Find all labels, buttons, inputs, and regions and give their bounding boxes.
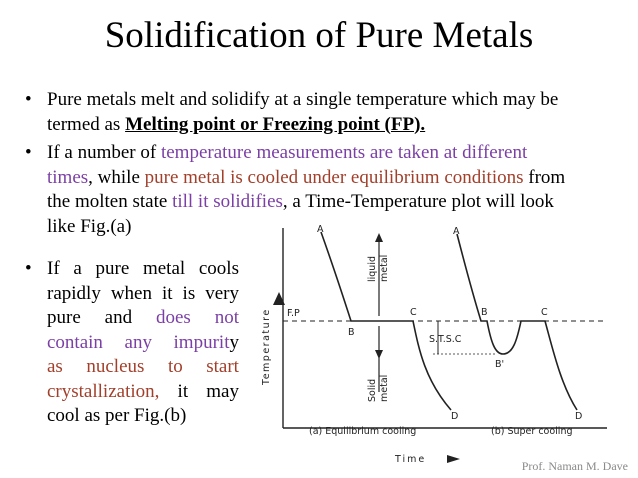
bullet-text-line <box>47 257 239 282</box>
bullet-text: the molten state <box>47 191 173 212</box>
highlight-text: temperature measurements are taken at different <box>160 142 528 163</box>
bullet-text: termed as <box>47 113 126 135</box>
point-a-label: A <box>317 224 324 235</box>
x-axis-arrow-icon <box>447 455 460 463</box>
bullet-text-line <box>47 113 622 138</box>
bullet-text-line <box>47 306 239 331</box>
fp-label: F.P <box>287 308 300 319</box>
word: it <box>161 282 173 304</box>
highlight-word: start <box>206 356 239 377</box>
slide-title: Solidification of Pure Metals <box>104 15 534 56</box>
super-cooling-curve <box>457 234 577 410</box>
stsc-label: S.T.S.C <box>429 334 462 345</box>
highlight-word: any <box>124 331 152 353</box>
solid-metal-label: metal <box>379 374 390 402</box>
point-d-label: D <box>451 411 459 422</box>
bullet-dot: • <box>25 258 32 279</box>
bullet-text: If a number of <box>47 142 161 163</box>
highlight-word: crystallization, <box>47 380 160 402</box>
word: and <box>104 307 133 328</box>
highlight-text: times <box>47 166 89 188</box>
bullet-text: from <box>523 166 566 188</box>
metal-label: metal <box>379 254 390 282</box>
highlight-word: does <box>155 307 191 328</box>
point-b-label: B <box>481 307 488 318</box>
bullet-text-line: Pure metals melt and solidify at a single temperature which may be <box>47 89 559 110</box>
highlight-word: to <box>167 356 183 377</box>
word: If <box>47 258 60 279</box>
bullet-super-cooling <box>25 257 239 429</box>
word: pure <box>95 258 130 279</box>
cooling-curves-figure <box>255 220 625 468</box>
bullet-text-line <box>47 380 239 405</box>
bullet-text-line <box>47 190 622 215</box>
point-b-prime-label: B' <box>495 359 505 370</box>
up-arrow-icon <box>375 233 383 242</box>
word: rapidly <box>47 282 101 304</box>
caption-equilibrium: (a) Equilibrium cooling <box>309 426 417 437</box>
word: y <box>229 331 239 353</box>
y-axis-label: Temperature <box>261 308 272 385</box>
bullet-text-line: like Fig.(a) <box>47 215 132 237</box>
bullet-text-line <box>47 331 239 356</box>
down-arrow-icon <box>375 350 383 359</box>
bullet-dot: • <box>25 89 32 110</box>
bullet-melting-point <box>25 88 622 137</box>
author-footer: Prof. Naman M. Dave <box>521 459 628 473</box>
highlight-word: not <box>214 307 239 328</box>
highlight-word: nucleus <box>86 356 145 377</box>
word: very <box>205 282 239 304</box>
x-axis-label: Time <box>395 454 427 465</box>
point-a-label: A <box>453 226 460 237</box>
point-c-label: C <box>410 307 417 318</box>
word: pure <box>47 307 81 328</box>
bullet-text-line <box>47 355 239 380</box>
word: may <box>206 380 239 402</box>
word: is <box>182 282 196 304</box>
highlight-word: impurit <box>173 331 230 353</box>
highlight-text: pure metal is cooled under equilibrium conditions <box>144 166 524 188</box>
highlight-word: as <box>47 356 63 377</box>
bullet-text-line <box>47 282 239 307</box>
bullet-text-line <box>47 166 622 191</box>
word: cools <box>198 258 239 279</box>
point-c-label: C <box>541 307 548 318</box>
point-d-label: D <box>575 411 583 422</box>
bullet-text: , while <box>88 166 145 188</box>
bold-underlined-term: Melting point or Freezing point (FP). <box>125 113 426 135</box>
word: it <box>177 380 189 402</box>
bullet-dot: • <box>25 142 32 163</box>
word: a <box>73 258 82 279</box>
word: metal <box>142 258 186 279</box>
bullet-text: , a Time-Temperature plot will look <box>282 191 554 212</box>
caption-super-cooling: (b) Super cooling <box>491 426 573 437</box>
solid-label: Solid <box>367 378 378 402</box>
highlight-word: contain <box>47 331 103 353</box>
word-group <box>174 331 239 356</box>
liquid-label: liquid <box>367 256 378 282</box>
point-b-label: B <box>348 327 355 338</box>
word: when <box>110 282 152 304</box>
highlight-text: till it solidifies <box>172 191 283 212</box>
bullet-text-line: cool as per Fig.(b) <box>47 405 187 426</box>
bullet-text-line <box>47 141 622 166</box>
